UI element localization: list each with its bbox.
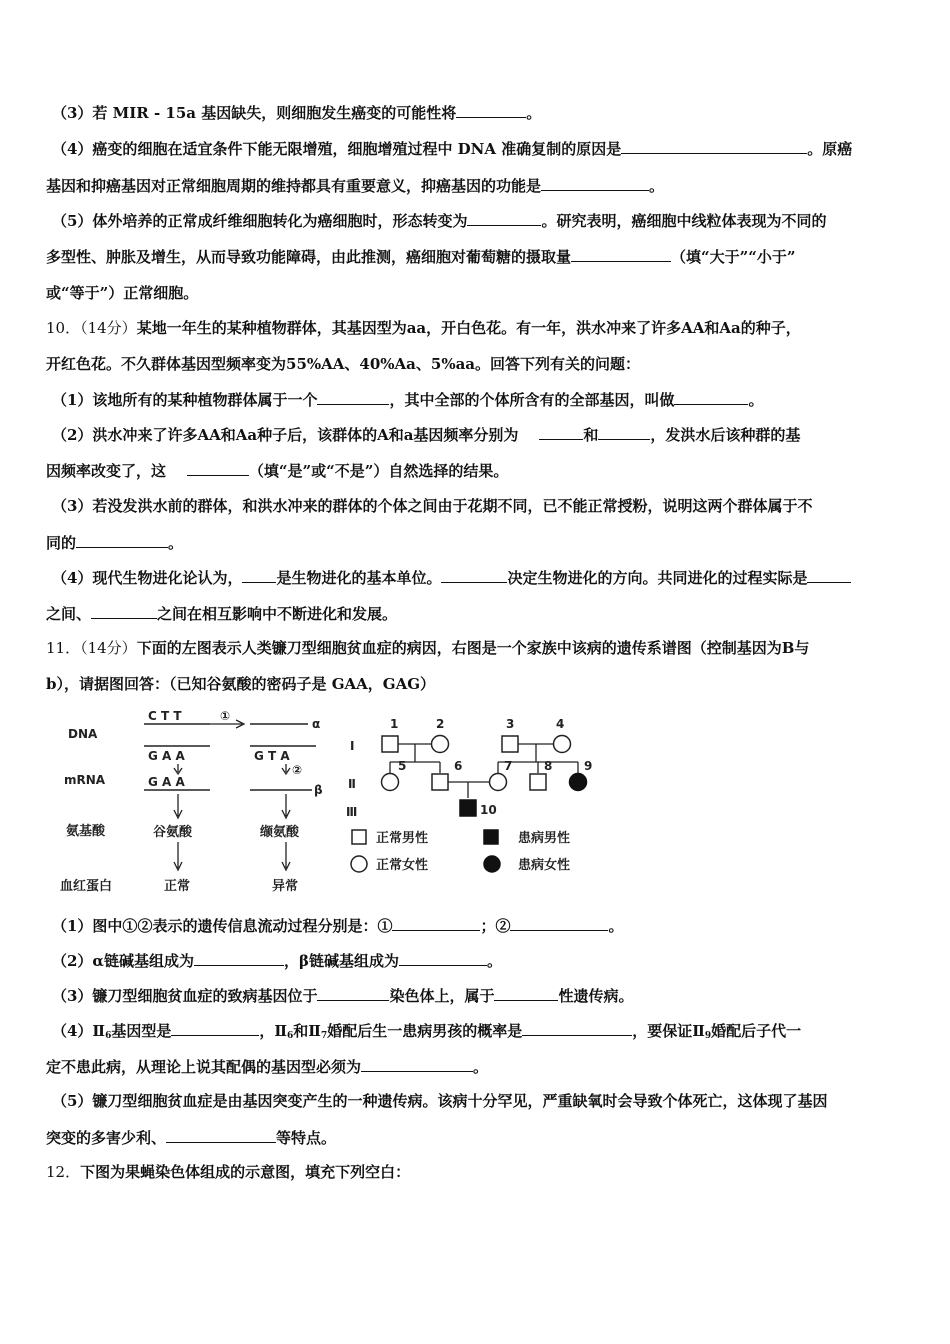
answer-blank[interactable] <box>317 389 389 405</box>
answer-blank[interactable] <box>166 1127 276 1143</box>
answer-blank[interactable] <box>541 175 649 191</box>
answer-blank[interactable] <box>510 915 608 931</box>
hemoglobin-mut: 异常 <box>272 879 299 894</box>
q11-part1: （1）图中①②表示的遗传信息流动过程分别是：① ；② 。 <box>52 917 624 935</box>
q11-part5-line2: 突变的多害少利、 等特点。 <box>46 1129 337 1147</box>
q10-part3-line2: 同的 。 <box>46 534 184 552</box>
q12-intro: 12．下图为果蝇染色体组成的示意图，填充下列空白： <box>46 1163 411 1181</box>
arrow-step2 <box>282 764 290 774</box>
answer-blank[interactable] <box>392 915 480 931</box>
answer-blank[interactable] <box>621 138 807 154</box>
arrow-translate-mut <box>282 794 290 818</box>
q11-figure <box>60 706 620 902</box>
amino-acid-mut: 缬氨酸 <box>260 825 300 840</box>
q11-part3: （3）镰刀型细胞贫血症的致病基因位于 染色体上，属于 性遗传病。 <box>52 987 634 1005</box>
dna-top-normal: C T T <box>148 709 182 723</box>
generation-1: Ⅰ <box>350 739 355 753</box>
q9-part5-line3: 或“等于”）正常细胞。 <box>46 284 199 302</box>
legend-affected-female-icon <box>484 856 500 872</box>
q11-intro-line2: b），请据图回答：（已知谷氨酸的密码子是 GAA，GAG） <box>46 675 436 693</box>
answer-blank[interactable] <box>598 424 650 440</box>
pedigree-normal-female-2 <box>432 736 449 753</box>
dna-bottom-mut: G T A <box>254 749 290 763</box>
generation-3: Ⅲ <box>346 805 358 819</box>
label-amino-acid: 氨基酸 <box>66 824 106 839</box>
label-hemoglobin: 血红蛋白 <box>60 879 113 894</box>
answer-blank[interactable] <box>539 424 583 440</box>
pedigree-normal-male-6 <box>432 774 448 790</box>
q11-part4-line1: $(4)Ⅱ_6$基因型是 ，$Ⅱ_6$和$Ⅱ_7$婚配后生一患病男孩的概率是 ，要保证$Ⅱ_9$婚配后子代一 <box>52 1022 802 1041</box>
q11-intro-line1: 11．（14分）下面的左图表示人类镰刀型细胞贫血症的病因，右图是一个家族中该病的遗传系谱图（控制基因为B与 <box>46 639 810 657</box>
id-6: 6 <box>454 759 463 773</box>
q10-part4-line1: （4）现代生物进化论认为， 是生物进化的基本单位。 决定生物进化的方向。共同进化的过程实际是 <box>52 567 914 588</box>
q10-part1: （1）该地所有的某种植物群体属于一个 ，其中全部的个体所含有的全部基因，叫做 。 <box>52 391 764 409</box>
legend-normal-female: 正常女性 <box>376 858 429 873</box>
q10-part2-line2: 因频率改变了，这 （填“是”或“不是”）自然选择的结果。 <box>46 462 509 480</box>
step2-label: ② <box>292 763 303 777</box>
step1-label: ① <box>220 709 231 723</box>
q11-part4-line2: 定不患此病，从理论上说其配偶的基因型必须为 。 <box>46 1058 489 1076</box>
answer-blank[interactable] <box>317 985 389 1001</box>
answer-blank[interactable] <box>807 567 851 583</box>
q9-part5-line2: 多型性、肿胀及增生，从而导致功能障碍，由此推测，癌细胞对葡萄糖的摄取量 （填“大于”“小于” <box>46 248 796 266</box>
q10-part2-line1: （2）洪水冲来了许多AA和Aa种子后，该群体的A和a基因频率分别为 和 ，发洪水后该种群的基 <box>52 426 801 444</box>
alpha-label: α <box>312 717 321 731</box>
generation-2: Ⅱ <box>348 777 356 791</box>
label-mrna: mRNA <box>64 773 106 787</box>
q9-part5-line1: （5）体外培养的正常成纤维细胞转化为癌细胞时，形态转变为 。研究表明，癌细胞中线粒体表现为不同的 <box>52 212 827 230</box>
arrow-fold-normal <box>174 842 182 870</box>
answer-blank[interactable] <box>441 567 507 583</box>
hemoglobin-normal: 正常 <box>164 879 191 894</box>
answer-blank[interactable] <box>674 389 748 405</box>
answer-blank[interactable] <box>242 567 276 583</box>
q9-part4-line1: （4）癌变的细胞在适宜条件下能无限增殖，细胞增殖过程中 DNA 准确复制的原因是 。原癌 <box>52 140 853 158</box>
label-dna: DNA <box>68 727 98 741</box>
dna-bottom-normal: G A A <box>148 749 185 763</box>
q11-figure-svg <box>60 706 620 902</box>
id-2: 2 <box>436 717 445 731</box>
arrow-fold-mut <box>282 842 290 870</box>
answer-blank[interactable] <box>187 460 249 476</box>
q10-intro-line2: 开红色花。不久群体基因型频率变为55%AA、40%Aa、5%aa。回答下列有关的问题： <box>46 355 641 373</box>
id-1: 1 <box>390 717 399 731</box>
id-4: 4 <box>556 717 565 731</box>
answer-blank[interactable] <box>194 950 284 966</box>
legend-normal-female-icon <box>351 856 367 872</box>
q9-part4-line2: 基因和抑癌基因对正常细胞周期的维持都具有重要意义，抑癌基因的功能是 。 <box>46 177 665 195</box>
id-10: 10 <box>480 803 497 817</box>
answer-blank[interactable] <box>171 1020 259 1036</box>
pedigree-normal-male-1 <box>382 736 398 752</box>
answer-blank[interactable] <box>91 603 157 619</box>
answer-blank[interactable] <box>399 950 487 966</box>
q11-part5-line1: （5）镰刀型细胞贫血症是由基因突变产生的一种遗传病。该病十分罕见，严重缺氧时会导致个体死亡，这体现了基因 <box>52 1092 828 1110</box>
q10-part3-line1: （3）若没发洪水前的群体，和洪水冲来的群体的个体之间由于花期不同，已不能正常授粉，说明这两个群体属于不 <box>52 497 813 515</box>
id-7: 7 <box>504 759 513 773</box>
pedigree-affected-female-9 <box>570 774 587 791</box>
legend-normal-male: 正常男性 <box>376 831 429 846</box>
legend-affected-male-icon <box>484 830 498 844</box>
id-9: 9 <box>584 759 593 773</box>
answer-blank[interactable] <box>456 102 526 118</box>
id-3: 3 <box>506 717 515 731</box>
answer-blank[interactable] <box>494 985 558 1001</box>
pedigree-normal-male-3 <box>502 736 518 752</box>
beta-label: β <box>314 783 323 797</box>
q10-part4-line2: 之间、 之间在相互影响中不断进化和发展。 <box>46 605 398 623</box>
q9-part3: （3）若 MIR - 15a 基因缺失，则细胞发生癌变的可能性将 。 <box>52 104 542 122</box>
pedigree-normal-male-8 <box>530 774 546 790</box>
answer-blank[interactable] <box>571 246 671 262</box>
answer-blank[interactable] <box>76 532 168 548</box>
legend-normal-male-icon <box>352 830 366 844</box>
q11-part2: （2）α链碱基组成为 ，β链碱基组成为 。 <box>52 952 502 970</box>
amino-acid-normal: 谷氨酸 <box>153 825 193 840</box>
mrna-normal: G A A <box>148 775 185 789</box>
pedigree-normal-female-7 <box>490 774 507 791</box>
pedigree-normal-female-4 <box>554 736 571 753</box>
id-8: 8 <box>544 759 553 773</box>
pedigree-normal-female-5 <box>382 774 399 791</box>
arrow-translate-normal <box>174 794 182 818</box>
id-5: 5 <box>398 759 407 773</box>
legend-affected-female: 患病女性 <box>518 858 571 873</box>
answer-blank[interactable] <box>522 1020 632 1036</box>
pedigree-affected-male-10 <box>460 800 476 816</box>
legend-affected-male: 患病男性 <box>518 831 571 846</box>
answer-blank[interactable] <box>467 210 541 226</box>
q10-intro-line1: 10．（14分）某地一年生的某种植物群体，其基因型为aa，开白色花。有一年，洪水冲来了许多AA和Aa的种子， <box>46 319 801 337</box>
answer-blank[interactable] <box>361 1056 473 1072</box>
arrow-transcribe-normal <box>174 764 182 774</box>
